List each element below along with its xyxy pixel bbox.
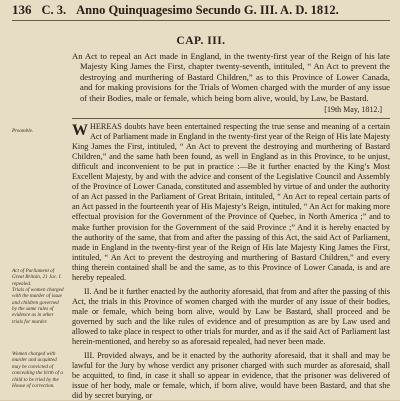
section-three-paragraph: III. Provided always, and be it enacted by the authority aforesaid, that it shall and may be lawful for the Jury by whose verdict any prisoner charged with such murder as aforesaid, shall be acquitted, to find, in case it shall so appear in evidence, that the prisoner was delivered of issue of her body, male or female, which, if born alive, would have been Bastard, and that she did by secret burying, or [72, 351, 390, 401]
title-divider [72, 118, 390, 119]
margin-note-trials: Trials of women charged with the murder of issue and children governed by the same rules of evidence as in other trials for murder. [12, 286, 64, 325]
margin-note-acquittal: Women charged with murder and acquitted may be convicted of concealing the birth of a child to be tried by the House of correction. [12, 351, 64, 390]
section-two-paragraph: II. And be it further enacted by the authority aforesaid, that from and after the passing of this Act, the trials in this Province of women charged with the murder of any issue of their bodies, male or female, which being born alive, would by Law be Bastard, shall proceed and be governed by such and the like rules of evidence and of presumption as are by Law used and allowed to take place in respect to other trials for murder, and as if the said Act of Parliament last herein-mentioned, and hereby so as aforesaid repealed, had never been made. [72, 286, 390, 347]
drop-cap: W [72, 122, 88, 140]
section-two [12, 287, 390, 347]
page-number: 136 [12, 2, 32, 17]
chapter-heading: CAP. III. [176, 35, 226, 47]
act-title: An Act to repeal an Act made in England, in the twenty-first year of the Reign of his late Majesty King James the First, chapter twenty-seventh, intituled, “ An Act to prevent the destroying and murthering of Bastard Children,” as to this Province of Lower Canada, and for making provisions for the Trials of Women charged with the murder of any issue of their Bodies, male or female, which being born alive, would, by Law, be Bastard. [72, 51, 390, 103]
act-date: [19th May, 1812.] [324, 105, 382, 115]
preamble-paragraph [72, 122, 390, 283]
margin-note-preamble: Preamble. [12, 128, 34, 135]
reign-title: Anno Quinquagesimo Secundo G. III. A. D. 1812. [76, 3, 339, 17]
margin-note-repeal: Act of Parliament of Great Britain, 21 Jac. I. repealed. [12, 268, 62, 287]
preamble-text: HEREAS doubts have been entertained respecting the true sense and meaning of a certain Act of Parliament made in England in the twenty-first year of the Reign of His late Majesty King James the First, intituled, “ An Act to prevent the destroying and murthering of Bastard Children,” and the same hath been found, as well in England as in this Province, to be unjust, difficult and inconvenient to be put in practice :—Be it further enacted by the King’s Most Excellent Majesty, by and with the advice and consent of the Legislative Council and Assembly of the Province of Lower Canada, constituted and assembled by virtue of and under the authority of an Act passed in the Parliament of Great Britain, intituled, “ An Act to repeal certain parts of an Act passed in the fourteenth year of His Majesty’s Reign, intituled, “ An Act for making more effectual provision for the Government of the Province of Quebec, in North America ;” and to make further provision for the Government of the said Province ;” And it is hereby enacted by the authority of the same, that from and after the passing of this Act, the said Act of Parliament, made in England in the twenty-first year of the Reign of His late Majesty King James the First, intituled, “ An Act to prevent the destroying and murthering of Bastard Children,” and every thing therein contained shall be and the same, as to this Province of Lower Canada, is and are hereby repealed. [72, 122, 390, 282]
preamble-section [12, 122, 390, 287]
section-three [12, 351, 390, 401]
chapter-ref: C. 3. [41, 3, 67, 17]
running-head [12, 2, 390, 21]
